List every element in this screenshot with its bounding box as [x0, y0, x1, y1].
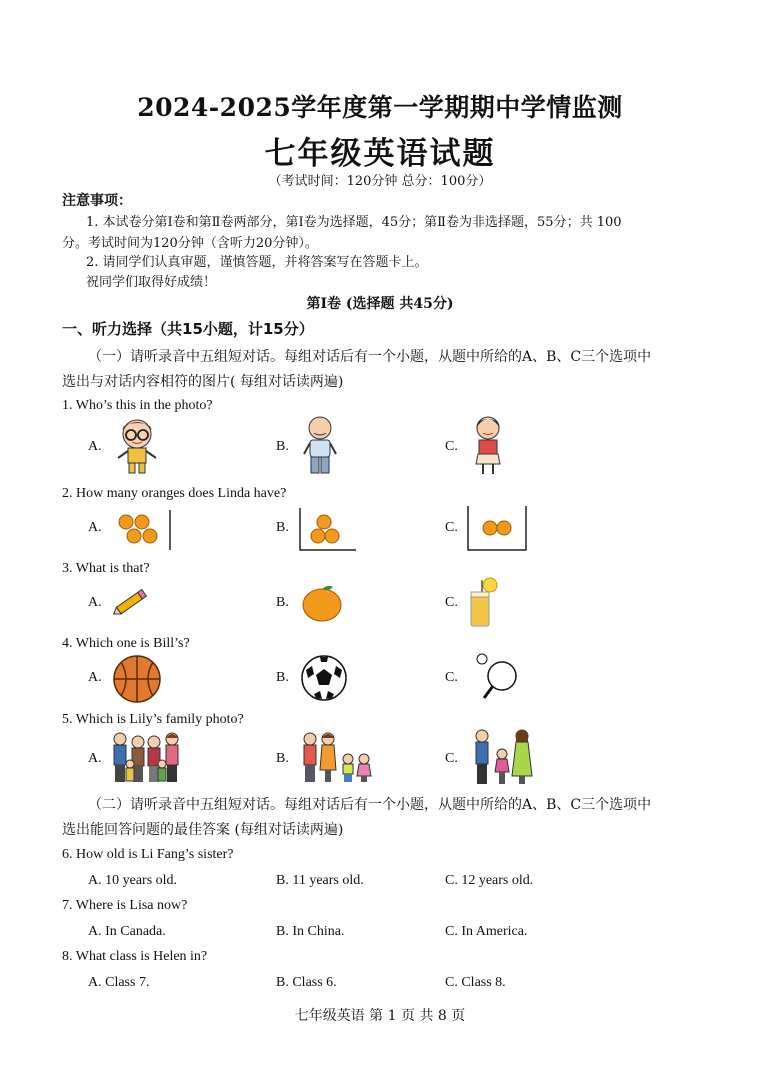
- q4-option-b-label: B.: [276, 670, 289, 685]
- question-8: 8. What class is Helen in?: [62, 949, 208, 964]
- ping-pong-icon: [474, 652, 520, 700]
- instruction-2-line-1: （二）请听录音中五组短对话。每组对话后有一个小题，从题中所给的A、B、C三个选项中: [88, 797, 652, 813]
- q2-option-a-label: A.: [88, 520, 102, 535]
- q1-option-b-label: B.: [276, 439, 289, 454]
- page-footer: 七年级英语 第 1 页 共 8 页: [294, 1008, 466, 1024]
- q3-option-b-label: B.: [276, 595, 289, 610]
- question-5: 5. Which is Lily’s family photo?: [62, 712, 244, 727]
- part-title: 一、听力选择（共15小题，计15分）: [62, 320, 314, 338]
- q2-option-b-label: B.: [276, 520, 289, 535]
- four-oranges-icon: [112, 508, 174, 552]
- q7-option-b: B. In China.: [276, 924, 345, 939]
- pencil-icon: [110, 584, 152, 620]
- q6-option-b: B. 11 years old.: [276, 873, 364, 888]
- question-2: 2. How many oranges does Linda have?: [62, 486, 287, 501]
- q7-option-c: C. In America.: [445, 924, 528, 939]
- basketball-icon: [112, 654, 162, 704]
- q1-option-c-label: C.: [445, 439, 458, 454]
- exam-title: 2024-2025学年度第一学期期中学情监测: [137, 93, 623, 122]
- three-oranges-icon: [298, 506, 358, 552]
- notice-line-2: 分。考试时间为120分钟（含听力20分钟）。: [62, 236, 318, 251]
- instruction-1-line-1: （一）请听录音中五组短对话。每组对话后有一个小题，从题中所给的A、B、C三个选项中: [88, 349, 652, 365]
- q1-option-a-label: A.: [88, 439, 102, 454]
- q8-option-c: C. Class 8.: [445, 975, 506, 990]
- q3-option-c-label: C.: [445, 595, 458, 610]
- boy-with-glasses-icon: [110, 416, 165, 476]
- notice-title: 注意事项：: [62, 193, 132, 209]
- soccer-ball-icon: [300, 654, 348, 702]
- old-man-icon: [300, 414, 340, 476]
- q4-option-a-label: A.: [88, 670, 102, 685]
- two-oranges-icon: [466, 504, 528, 552]
- q6-option-a: A. 10 years old.: [88, 873, 178, 888]
- girl-icon: [468, 414, 508, 476]
- question-1: 1. Who’s this in the photo?: [62, 398, 213, 413]
- notice-line-4: 祝同学们取得好成绩！: [86, 275, 217, 290]
- exam-subtitle: 七年级英语试题: [264, 136, 496, 172]
- question-6: 6. How old is Li Fang’s sister?: [62, 847, 234, 862]
- q5-option-a-label: A.: [88, 751, 102, 766]
- notice-line-1: 1. 本试卷分第Ⅰ卷和第Ⅱ卷两部分，第Ⅰ卷为选择题，45分；第Ⅱ卷为非选择题，55分；共 100: [86, 215, 622, 230]
- instruction-2-line-2: 选出能回答问题的最佳答案 (每组对话读两遍): [62, 822, 344, 838]
- orange-icon: [300, 582, 344, 624]
- notice-line-3: 2. 请同学们认真审题，谨慎答题，并将答案写在答题卡上。: [86, 255, 428, 270]
- q5-option-b-label: B.: [276, 751, 289, 766]
- q5-option-c-label: C.: [445, 751, 458, 766]
- section-title: 第Ⅰ卷 (选择题 共45分): [306, 296, 454, 312]
- big-family-icon: [110, 730, 186, 784]
- q4-option-c-label: C.: [445, 670, 458, 685]
- question-3: 3. What is that?: [62, 561, 150, 576]
- family-four-icon: [298, 730, 376, 784]
- exam-time-info: （考试时间：120分钟 总分：100分）: [268, 174, 492, 189]
- question-4: 4. Which one is Bill’s?: [62, 636, 190, 651]
- q8-option-a: A. Class 7.: [88, 975, 150, 990]
- q7-option-a: A. In Canada.: [88, 924, 166, 939]
- q3-option-a-label: A.: [88, 595, 102, 610]
- q2-option-c-label: C.: [445, 520, 458, 535]
- q6-option-c: C. 12 years old.: [445, 873, 534, 888]
- question-7: 7. Where is Lisa now?: [62, 898, 188, 913]
- instruction-1-line-2: 选出与对话内容相符的图片( 每组对话读两遍): [62, 374, 344, 390]
- juice-icon: [466, 576, 500, 628]
- family-three-icon: [468, 726, 538, 786]
- q8-option-b: B. Class 6.: [276, 975, 337, 990]
